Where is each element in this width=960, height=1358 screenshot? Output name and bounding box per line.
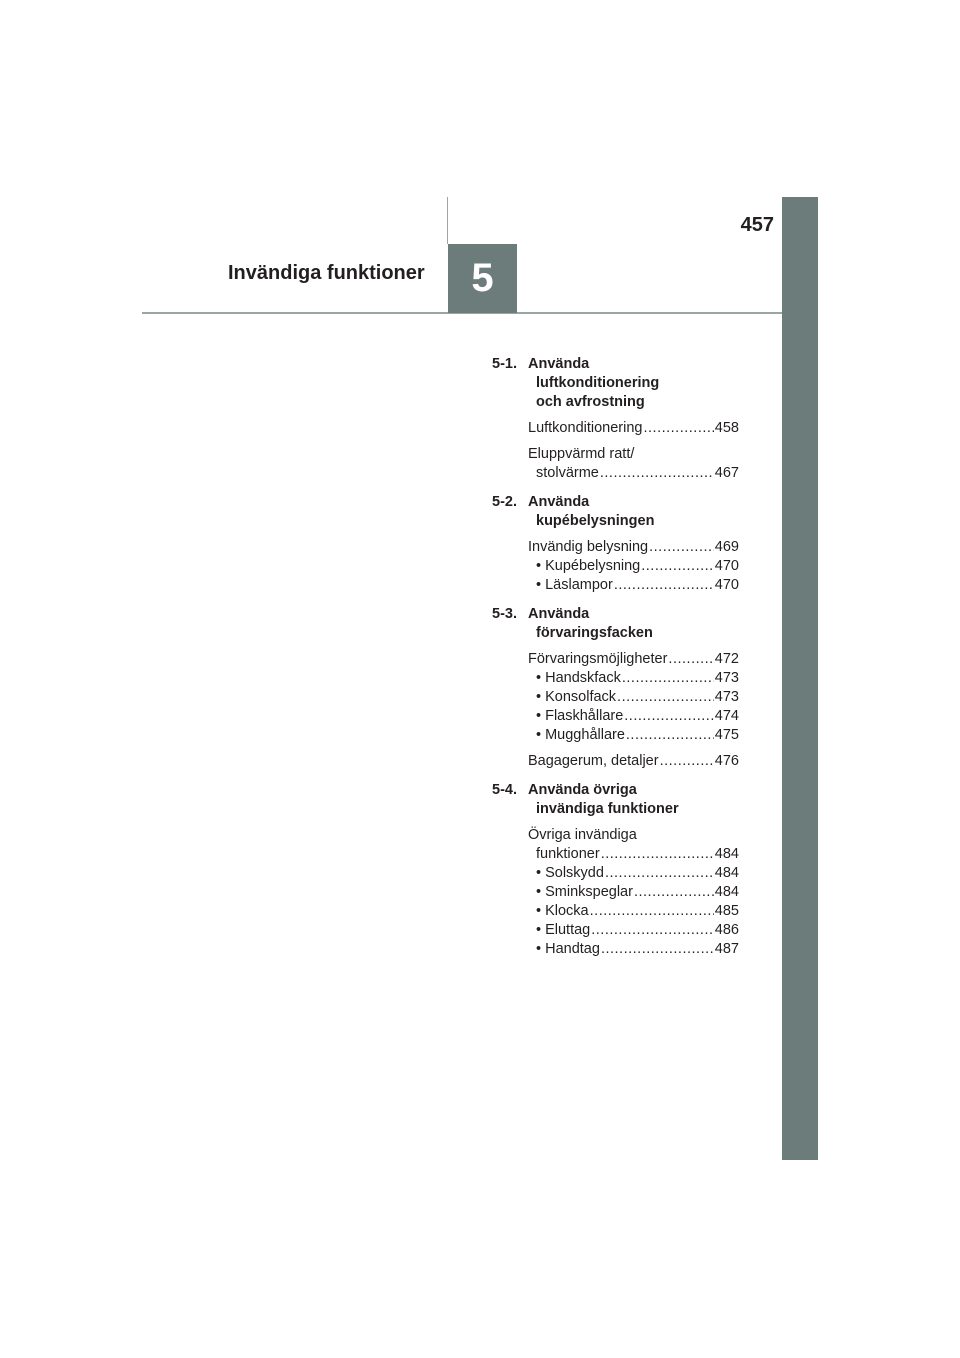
toc-subentry[interactable] xyxy=(536,864,739,883)
toc-entry[interactable] xyxy=(528,650,739,669)
subentry-label: • Konsolfack xyxy=(536,689,617,705)
toc-subentry[interactable] xyxy=(536,902,739,921)
subentry-label: • Läslampor xyxy=(536,577,613,593)
dot-leader xyxy=(590,902,714,921)
entry-label: Övriga invändiga xyxy=(528,827,637,843)
toc-section xyxy=(492,493,739,595)
dot-leader xyxy=(622,669,714,688)
entry-page: 467 xyxy=(714,465,739,481)
dot-leader xyxy=(601,845,714,864)
toc-entry[interactable] xyxy=(528,826,739,864)
entry-page: 484 xyxy=(714,846,739,862)
subentry-label: • Handskfack xyxy=(536,670,621,686)
section-title[interactable]: Använda övriga invändiga funktioner xyxy=(528,782,679,817)
dot-leader xyxy=(668,650,713,669)
dot-leader xyxy=(591,921,714,940)
subentry-page: 473 xyxy=(714,670,739,686)
table-of-contents xyxy=(492,355,739,959)
entry-label: Eluppvärmd ratt/ xyxy=(528,446,635,462)
toc-entry[interactable] xyxy=(528,419,739,438)
toc-subentry[interactable] xyxy=(536,669,739,688)
toc-subentry[interactable] xyxy=(536,557,739,576)
section-number: 5-3. xyxy=(492,606,517,622)
dot-leader xyxy=(601,940,714,959)
dot-leader xyxy=(626,726,714,745)
toc-subentry[interactable] xyxy=(536,688,739,707)
entry-label: Förvaringsmöjligheter xyxy=(528,651,668,667)
entry-page: 458 xyxy=(714,420,739,436)
subentry-label: • Mugghållare xyxy=(536,727,625,743)
chapter-number: 5 xyxy=(471,256,494,300)
entry-label: Bagagerum, detaljer xyxy=(528,753,659,769)
subentry-label: • Klocka xyxy=(536,903,589,919)
toc-subentry[interactable] xyxy=(536,921,739,940)
dot-leader xyxy=(600,464,714,483)
subentry-page: 473 xyxy=(714,689,739,705)
section-title[interactable]: Använda luftkonditionering och avfrostning xyxy=(528,356,660,410)
dot-leader xyxy=(643,419,713,438)
toc-section xyxy=(492,781,739,959)
header-divider-vertical xyxy=(447,197,448,244)
toc-subentry[interactable] xyxy=(536,707,739,726)
entry-page: 476 xyxy=(714,753,739,769)
chapter-number-box xyxy=(448,244,517,313)
subentry-page: 486 xyxy=(714,922,739,938)
section-number: 5-1. xyxy=(492,356,517,372)
toc-entry[interactable] xyxy=(528,752,739,771)
subentry-label: • Eluttag xyxy=(536,922,591,938)
subentry-page: 487 xyxy=(714,941,739,957)
dot-leader xyxy=(660,752,714,771)
subentry-page: 484 xyxy=(714,865,739,881)
toc-subentry[interactable] xyxy=(536,576,739,595)
entry-page: 472 xyxy=(714,651,739,667)
toc-section xyxy=(492,605,739,771)
dot-leader xyxy=(624,707,714,726)
entry-label: Invändig belysning xyxy=(528,539,649,555)
toc-entry[interactable] xyxy=(528,538,739,557)
chapter-title: Invändiga funktioner xyxy=(228,262,425,284)
subentry-page: 475 xyxy=(714,727,739,743)
dot-leader xyxy=(641,557,714,576)
subentry-label: • Sminkspeglar xyxy=(536,884,633,900)
entry-label: stolvärme xyxy=(536,465,599,481)
toc-subentry[interactable] xyxy=(536,726,739,745)
section-title[interactable]: Använda kupébelysningen xyxy=(528,494,655,529)
subentry-page: 474 xyxy=(714,708,739,724)
subentry-page: 470 xyxy=(714,558,739,574)
section-title[interactable]: Använda förvaringsfacken xyxy=(528,606,653,641)
toc-section xyxy=(492,355,739,483)
entry-label: Luftkonditionering xyxy=(528,420,643,436)
subentry-page: 470 xyxy=(714,577,739,593)
chapter-side-tab xyxy=(782,197,818,1160)
dot-leader xyxy=(649,538,714,557)
toc-subentry[interactable] xyxy=(536,883,739,902)
subentry-page: 484 xyxy=(714,884,739,900)
section-number: 5-2. xyxy=(492,494,517,510)
subentry-label: • Flaskhållare xyxy=(536,708,624,724)
dot-leader xyxy=(614,576,714,595)
subentry-label: • Kupébelysning xyxy=(536,558,641,574)
subentry-label: • Solskydd xyxy=(536,865,604,881)
section-number: 5-4. xyxy=(492,782,517,798)
toc-subentry[interactable] xyxy=(536,940,739,959)
entry-label: funktioner xyxy=(536,846,600,862)
entry-page: 469 xyxy=(714,539,739,555)
toc-entry[interactable] xyxy=(528,445,739,483)
subentry-label: • Handtag xyxy=(536,941,600,957)
dot-leader xyxy=(617,688,714,707)
page-number: 457 xyxy=(740,214,774,236)
dot-leader xyxy=(634,883,714,902)
dot-leader xyxy=(605,864,714,883)
subentry-page: 485 xyxy=(714,903,739,919)
